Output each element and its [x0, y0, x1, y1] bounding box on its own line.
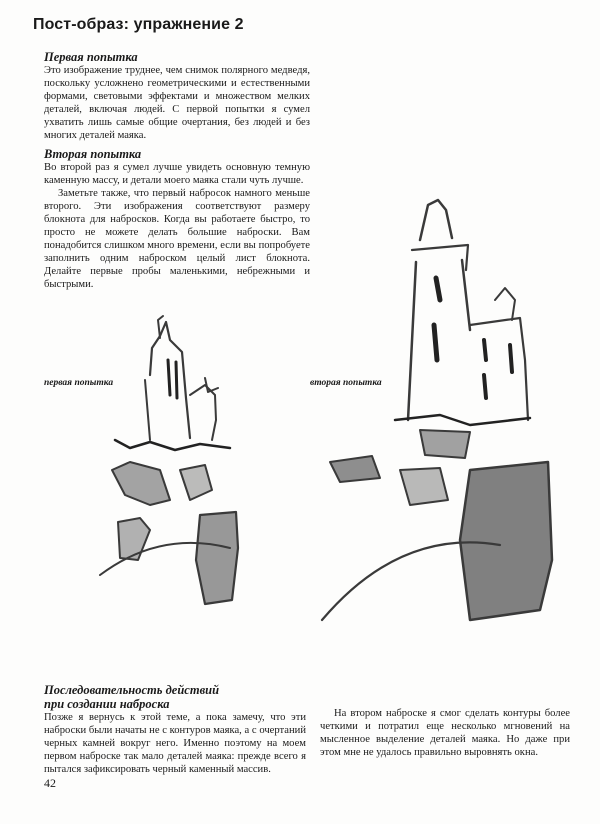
first-attempt-sketch — [100, 316, 238, 604]
section-heading-sequence-line1: Последовательность действий — [44, 683, 220, 697]
section-text-first-attempt: Это изображение труднее, чем снимок полярного медведя, поскольку усложнено геометрическими и естественными формами, световыми эффектами и множеством мелких деталей, включая людей. С первой попытки я сумел ухватить лишь самые общие очертания, без людей и без многих деталей маяка. — [44, 65, 310, 141]
page-number: 42 — [44, 776, 56, 790]
right-column-text: На втором наброске я смог сделать контуры более четкими и потратил еще несколько мгновений на мысленное выделение деталей маяка. Но даже при этом мне не удалось правильно выровнять окна. — [320, 708, 570, 758]
section-heading-second-attempt: Вторая попытка — [44, 147, 142, 161]
section-text-second-attempt-1: Во второй раз я сумел лучше увидеть основную темную каменную массу, и детали моего маяка стали чуть лучше. — [44, 162, 310, 186]
page-title: Пост-образ: упражнение 2 — [33, 16, 244, 33]
caption-second-attempt: вторая попытка — [310, 378, 382, 388]
section-sequence — [44, 683, 306, 776]
second-attempt-sketch — [322, 200, 552, 620]
section-text-sequence: Позже я вернусь к этой теме, а пока замечу, что эти наброски были начаты не с контуров маяка, а с очертаний черных камней вокруг него. Именно поэтому на моем первом наброске так мало деталей маяка: прежде всего я пытался зафиксировать черный каменный массив. — [44, 712, 306, 775]
section-heading-first-attempt: Первая попытка — [44, 50, 138, 64]
caption-first-attempt: первая попытка — [44, 378, 114, 388]
section-text-second-attempt-2: Заметьте также, что первый набросок намного меньше второго. Эти изображения соответствуют размеру блокнота для набросков. Когда вы работаете быстро, то просто не можете делать большие наброски. Вам понадобится слишком много времени, если вы попробуете заполнить одним наброском целый лист блокнота. Делайте первые пробы маленькими, небрежными и быстрыми. — [44, 188, 310, 290]
right-column — [320, 707, 570, 759]
section-heading-sequence-line2: при создании наброска — [44, 697, 170, 711]
